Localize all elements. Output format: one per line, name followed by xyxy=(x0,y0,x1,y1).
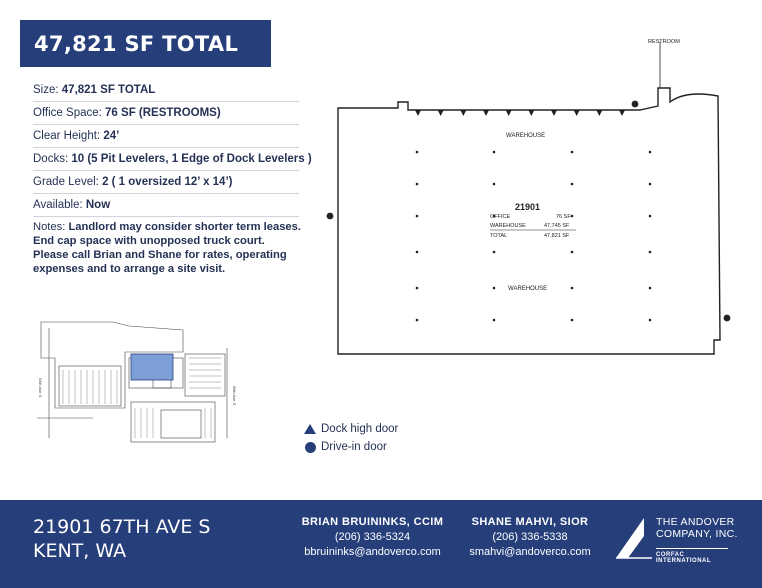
column-marker xyxy=(649,251,652,254)
column-marker xyxy=(416,319,419,322)
column-marker xyxy=(571,151,574,154)
column-marker xyxy=(493,151,496,154)
column-marker xyxy=(649,183,652,186)
title-banner xyxy=(20,20,271,67)
column-marker xyxy=(493,251,496,254)
column-marker xyxy=(416,183,419,186)
spec-available xyxy=(33,194,299,217)
column-marker xyxy=(649,319,652,322)
column-marker xyxy=(416,215,419,218)
notes-text: Landlord may consider shorter term leases. End cap space with unopposed truck court. Please call Brian and Shane for rates, operating expenses and to arrange a site visit. xyxy=(33,221,301,275)
column-marker xyxy=(649,151,652,154)
spec-office xyxy=(33,102,299,125)
contact-phone[interactable]: (206) 336-5338 xyxy=(492,531,568,543)
unit-number: 21901 xyxy=(515,202,541,212)
logo-line-1: THE ANDOVER xyxy=(656,516,735,528)
circle-icon xyxy=(305,442,316,453)
property-address xyxy=(33,515,210,563)
logo-subtitle: CORFAC INTERNATIONAL xyxy=(656,548,728,564)
dock-door xyxy=(438,110,444,116)
spec-label: Office Space: xyxy=(33,107,102,119)
contact-name: SHANE MAHVI, SIOR xyxy=(471,516,589,528)
spec-label: Docks: xyxy=(33,153,69,165)
dock-door xyxy=(551,110,557,116)
spec-docks xyxy=(33,148,312,171)
page-title: 47,821 SF TOTAL xyxy=(34,32,239,56)
spec-label: Available: xyxy=(33,199,83,211)
legend-dock-label: Dock high door xyxy=(321,423,399,435)
dock-door xyxy=(596,110,602,116)
warehouse-label-top: WAREHOUSE xyxy=(506,133,546,139)
legend-drivein-label: Drive-in door xyxy=(321,441,387,453)
column-marker xyxy=(493,319,496,322)
contact-email[interactable]: bbruininks@andoverco.com xyxy=(304,546,441,558)
contact-shane xyxy=(466,515,594,560)
specs-list xyxy=(33,79,312,217)
dock-door xyxy=(506,110,512,116)
street-label-right: 68th Ave S xyxy=(232,386,237,406)
legend-drivein xyxy=(300,438,398,456)
drive-in-door-right xyxy=(724,315,731,322)
column-marker xyxy=(571,215,574,218)
column-marker xyxy=(416,151,419,154)
street-label-left: 64th Ave S xyxy=(38,378,43,398)
area-value-warehouse: 47,745 SF xyxy=(544,223,570,229)
highlighted-suite xyxy=(131,354,173,380)
dock-door xyxy=(528,110,534,116)
floor-plan xyxy=(310,30,750,370)
warehouse-label-bottom: WAREHOUSE xyxy=(508,286,548,292)
notes-label: Notes: xyxy=(33,221,66,233)
column-marker xyxy=(416,251,419,254)
andover-logo xyxy=(614,514,754,576)
footer xyxy=(0,500,762,588)
drive-in-door-top xyxy=(632,101,639,108)
triangle-icon xyxy=(304,424,316,434)
contact-email[interactable]: smahvi@andoverco.com xyxy=(469,546,591,558)
spec-clear-height xyxy=(33,125,299,148)
spec-value: 24’ xyxy=(103,130,120,142)
site-plan xyxy=(33,318,247,454)
area-value-office: 76 SF xyxy=(556,214,571,220)
andover-logo-icon xyxy=(614,516,654,560)
column-marker xyxy=(571,319,574,322)
column-grid xyxy=(416,151,652,322)
spec-value: 47,821 SF TOTAL xyxy=(61,84,156,96)
spec-label: Clear Height: xyxy=(33,130,101,142)
legend xyxy=(300,420,398,456)
contact-name: BRIAN BRUININKS, CCIM xyxy=(301,516,444,528)
column-marker xyxy=(571,287,574,290)
spec-size xyxy=(33,79,299,102)
restroom-label: RESTROOM xyxy=(648,39,680,45)
address-line-2: KENT, WA xyxy=(33,540,127,562)
logo-line-2: COMPANY, INC. xyxy=(656,528,738,540)
spec-value: 76 SF (RESTROOMS) xyxy=(105,107,221,119)
area-value-total: 47,821 SF xyxy=(544,233,570,239)
column-marker xyxy=(649,215,652,218)
spec-label: Grade Level: xyxy=(33,176,99,188)
dock-door xyxy=(460,110,466,116)
area-name-total: TOTAL xyxy=(490,233,508,239)
notes xyxy=(33,220,303,276)
column-marker xyxy=(493,183,496,186)
dock-door xyxy=(415,110,421,116)
spec-value: 10 (5 Pit Levelers, 1 Edge of Dock Levelers ) xyxy=(71,153,312,165)
spec-value: 2 ( 1 oversized 12’ x 14’) xyxy=(102,176,233,188)
contact-phone[interactable]: (206) 336-5324 xyxy=(334,531,411,543)
dock-doors xyxy=(415,110,625,116)
column-marker xyxy=(571,183,574,186)
dock-door xyxy=(619,110,625,116)
dock-door xyxy=(483,110,489,116)
address-line-1: 21901 67TH AVE S xyxy=(33,516,211,538)
dock-door xyxy=(574,110,580,116)
area-name-warehouse: WAREHOUSE xyxy=(490,223,526,229)
column-marker xyxy=(649,287,652,290)
spec-grade-level xyxy=(33,171,299,194)
column-marker xyxy=(571,251,574,254)
spec-value: Now xyxy=(85,199,111,211)
drive-in-door-left xyxy=(327,213,334,220)
column-marker xyxy=(493,287,496,290)
column-marker xyxy=(416,287,419,290)
spec-label: Size: xyxy=(33,84,59,96)
legend-dock xyxy=(300,420,398,438)
area-name-office: OFFICE xyxy=(490,214,511,220)
contact-brian xyxy=(300,515,445,560)
